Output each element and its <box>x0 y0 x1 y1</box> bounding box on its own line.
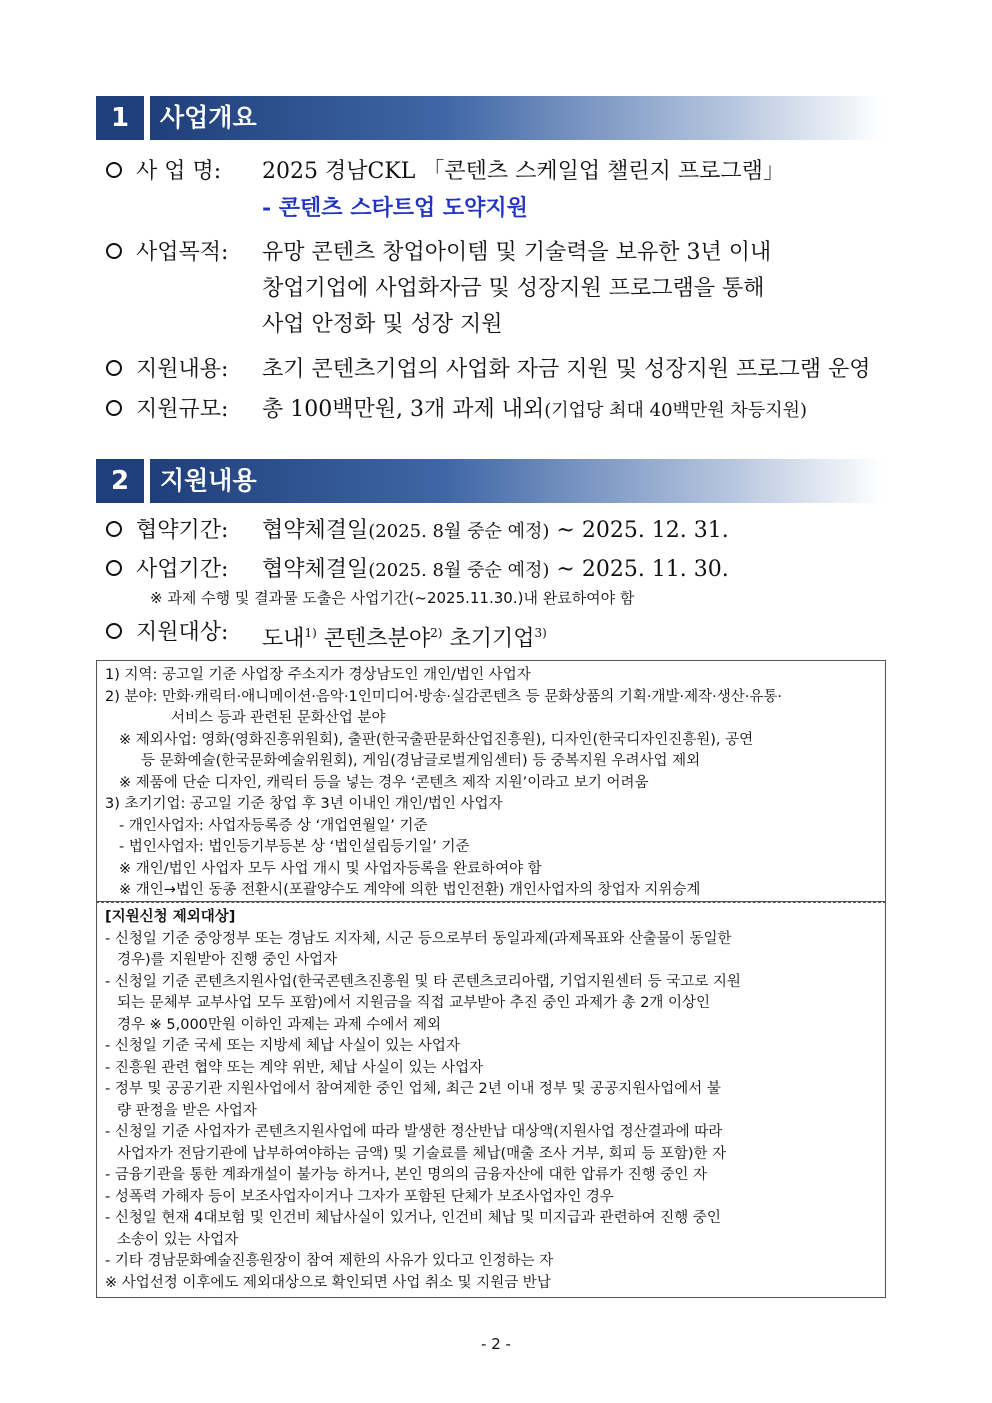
bullet-target <box>106 614 228 652</box>
footnote-line: 서비스 등과 관련된 문화산업 분야 <box>171 710 386 726</box>
exclusion-item: 경우)를 지원받아 진행 중인 사업자 <box>117 952 338 968</box>
purpose-line: 창업기업에 사업화자금 및 성장지원 프로그램을 통해 <box>262 276 765 301</box>
footnote-ref: 2) <box>430 626 443 640</box>
exclusion-item: 소송이 있는 사업자 <box>117 1231 239 1248</box>
scale-note: (기업당 최대 40백만원 차등지원) <box>544 400 808 421</box>
exclusion-item: - 신청일 기준 국세 또는 지방세 체납 사실이 있는 사업자 <box>105 1038 460 1054</box>
purpose-line: 사업 안정화 및 성장 지원 <box>262 312 503 337</box>
field-label: 협약기간: <box>136 518 229 543</box>
footnote-line: ※ 제품에 단순 디자인, 캐릭터 등을 넣는 경우 ‘콘텐츠 제작 지원’이라고 보기 어려움 <box>119 774 649 791</box>
section-title: 지원내용 <box>150 459 884 503</box>
exclusion-item: - 성폭력 가해자 등이 보조사업자이거나 그자가 포함된 단체가 보조사업자인 경우 <box>105 1188 614 1205</box>
field-label: 지원내용: <box>136 357 229 382</box>
circle-bullet-icon <box>106 243 122 259</box>
agreement-start: 협약체결일 <box>262 518 369 543</box>
section-number: 1 <box>96 96 144 140</box>
content-value: 초기 콘텐츠기업의 사업화 자금 지원 및 성장지원 프로그램 운영 <box>262 357 871 382</box>
bullet-scale <box>106 391 228 429</box>
circle-bullet-icon <box>106 623 122 639</box>
bullet-content <box>106 351 228 389</box>
footnote-line: 3) 초기기업: 공고일 기준 창업 후 3년 이내인 개인/법인 사업자 <box>105 796 503 812</box>
section-1-header <box>96 96 884 140</box>
exclusion-heading: [지원신청 제외대상] <box>105 909 236 925</box>
field-label: 사업기간: <box>136 557 229 582</box>
field-label: 지원규모: <box>136 397 229 422</box>
exclusion-item: - 신청일 기준 중앙정부 또는 경남도 지자체, 시군 등으로부터 동일과제(과제목표와 산출물이 동일한 <box>105 930 732 947</box>
footnote-line: 등 문화예술(한국문화예술위원회), 게임(경남글로벌게임센터) 등 중복지원 우려사업 제외 <box>141 753 701 769</box>
business-name-sub: - 콘텐츠 스타트업 도약지원 <box>262 195 528 221</box>
exclusion-item: - 진흥원 관련 협약 또는 계약 위반, 체납 사실이 있는 사업자 <box>105 1059 484 1076</box>
bullet-business-name <box>106 153 221 191</box>
target-startup: 초기기업 <box>449 626 535 652</box>
exclusion-item: - 신청일 기준 콘텐츠지원사업(한국콘텐츠진흥원 및 타 콘텐츠코리아랩, 기업지원센터 등 국고로 지원 <box>105 973 741 990</box>
agreement-note: (2025. 8월 중순 예정) <box>368 521 550 542</box>
project-note: (2025. 8월 중순 예정) <box>368 560 550 581</box>
footnote-line: ※ 개인/법인 사업자 모두 사업 개시 및 사업자등록을 완료하여야 함 <box>119 860 542 877</box>
footnote-line: - 개인사업자: 사업자등록증 상 ‘개업연월일’ 기준 <box>119 817 428 834</box>
bullet-agreement-period <box>106 512 228 550</box>
circle-bullet-icon <box>106 400 122 416</box>
section-title: 사업개요 <box>150 96 884 140</box>
scale-value <box>262 391 807 430</box>
footnote-line: ※ 제외사업: 영화(영화진흥위원회), 출판(한국출판문화산업진흥원), 디자인(한국디자인진흥원), 공연 <box>119 731 754 748</box>
field-label: 지원대상: <box>136 620 229 645</box>
footnote-line: ※ 개인→법인 동종 전환시(포괄양수도 계약에 의한 법인전환) 개인사업자의 창업자 지위승계 <box>119 882 701 898</box>
bullet-project-period <box>106 551 228 589</box>
exclusion-box <box>96 902 886 1298</box>
exclusion-note: ※ 사업선정 이후에도 제외대상으로 확인되면 사업 취소 및 지원금 반납 <box>105 1274 551 1291</box>
exclusion-item: - 신청일 기준 사업자가 콘텐츠지원사업에 따라 발생한 정산반납 대상액(지원사업 정산결과에 따라 <box>105 1124 723 1140</box>
project-end: ~ 2025. 11. 30. <box>556 557 729 582</box>
project-start: 협약체결일 <box>262 557 369 582</box>
footnote-ref: 3) <box>534 626 547 640</box>
exclusion-item: 되는 문체부 교부사업 모두 포함)에서 지원금을 직접 교부받아 추진 중인 과제가 총 2개 이상인 <box>117 995 711 1011</box>
agreement-period-value <box>262 512 729 551</box>
footnote-line: 1) 지역: 공고일 기준 사업장 주소지가 경상남도인 개인/법인 사업자 <box>105 667 531 683</box>
target-region: 도내 <box>262 626 305 652</box>
exclusion-item: - 정부 및 공공기관 지원사업에서 참여제한 중인 업체, 최근 2년 이내 정부 및 공공지원사업에서 불 <box>105 1081 721 1097</box>
target-field: 콘텐츠분야 <box>323 626 431 652</box>
page-number: - 2 - <box>481 1335 511 1353</box>
section-2-header <box>96 459 884 503</box>
purpose-line: 유망 콘텐츠 창업아이템 및 기술력을 보유한 3년 이내 <box>262 240 772 265</box>
circle-bullet-icon <box>106 360 122 376</box>
bullet-purpose <box>106 234 228 272</box>
exclusion-item: - 기타 경남문화예술진흥원장이 참여 제한의 사유가 있다고 인정하는 자 <box>105 1253 554 1269</box>
section-number: 2 <box>96 459 144 503</box>
footnote-box <box>96 660 886 902</box>
business-name-value: 2025 경남CKL 「콘텐츠 스케일업 챌린지 프로그램」 <box>262 159 785 184</box>
circle-bullet-icon <box>106 521 122 537</box>
target-value <box>262 614 547 658</box>
exclusion-item: - 금융기관을 통한 계좌개설이 불가능 하거나, 본인 명의의 금융자산에 대한 압류가 진행 중인 자 <box>105 1167 708 1183</box>
exclusion-item: - 신청일 현재 4대보험 및 인건비 체납사실이 있거나, 인건비 체납 및 미지급과 관련하여 진행 중인 <box>105 1210 721 1226</box>
circle-bullet-icon <box>106 162 122 178</box>
scale-main: 총 100백만원, 3개 과제 내외 <box>262 397 545 422</box>
exclusion-item: 량 판정을 받은 사업자 <box>117 1102 257 1119</box>
footnote-line: 2) 분야: 만화·캐릭터·애니메이션·음악·1인미디어·방송·실감콘텐츠 등 문화상품의 기획·개발·제작·생산·유통· <box>105 688 783 705</box>
project-remark: ※ 과제 수행 및 결과물 도출은 사업기간(~2025.11.30.)내 완료하여야 함 <box>150 589 635 607</box>
field-label: 사업목적: <box>136 240 229 265</box>
exclusion-item: 사업자가 전담기관에 납부하여야하는 금액) 및 기술료를 체납(매출 조사 거부, 회피 등 포함)한 자 <box>117 1145 727 1162</box>
circle-bullet-icon <box>106 560 122 576</box>
footnote-ref: 1) <box>304 626 317 640</box>
agreement-end: ~ 2025. 12. 31. <box>556 518 729 543</box>
project-period-value <box>262 551 729 590</box>
field-label: 사 업 명: <box>136 159 222 184</box>
exclusion-item: 경우 ※ 5,000만원 이하인 과제는 과제 수에서 제외 <box>117 1016 442 1033</box>
footnote-line: - 법인사업자: 법인등기부등본 상 ‘법인설립등기일’ 기준 <box>119 839 470 855</box>
